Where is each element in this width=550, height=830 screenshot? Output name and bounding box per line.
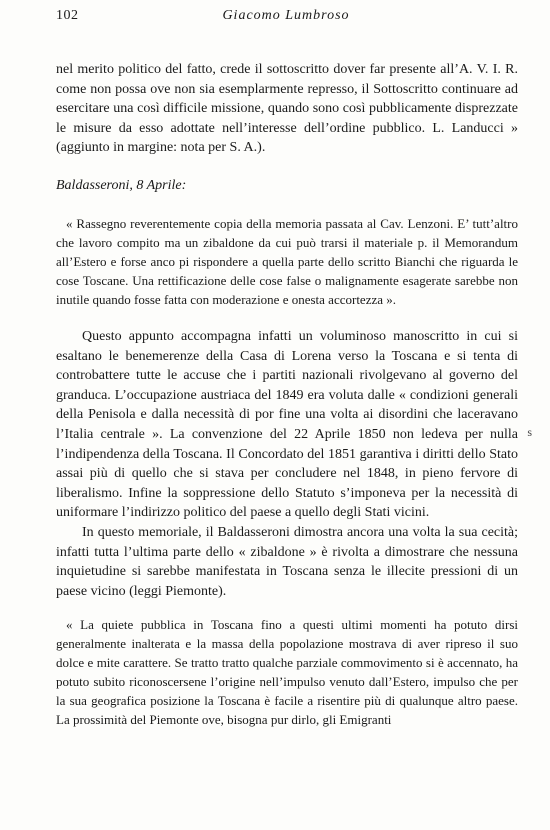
quoted-letter: « Rassegno reverentemente copia della memoria passata al Cav. Lenzoni. E’ tutt’altro che lavoro compito ma un zibaldone da cui può trarsi il materiale p. il Memorandum all’Estero e forse anco pi rispondere a quella parte dello scritto Bianchi che riguarda le cose Toscane. Una rettificazione delle cose false o malignamente esagerate sarebbe non inutile quando fosse fatta con moderazione e onesta accortezza ». [56,215,518,307]
paragraph-cecita: In questo memoriale, il Baldasseroni dimostra ancora una volta la sua cecità; infatti tutta l’ultima parte dello « zibaldone » è rivolta a dimostrare che nessuna inquietudine si sarebbe manifestata in Toscana senza le illecite pressioni di un paese vicino (leggi Piemonte). [56,524,518,599]
page-number: 102 [56,8,79,23]
paragraph-memoriale-summary: Questo appunto accompagna infatti un voluminoso manoscritto in cui si esaltano le benemerenze della Casa di Lorena verso la Toscana e si tenta di controbattere tutte le accuse che i partiti nazionali rivolgevano al governo del granduca. L’occupazione austriaca del 1849 era voluta dalle « condizioni generali della Penisola e dalla necessità di por fine una volta ai disordini che laceravano l’Italia centrale ». La convenzione del 22 Aprile 1850 non ledeva per nulla l’indipendenza della Toscana. Il Concordato del 1851 garantiva i diritti dello Stato assai più di quello che si stava per concludere nel 1848, in pieno fervore di liberalismo. Infine la soppressione dello Statuto s’imponeva per la necessità di uniformare l’indirizzo politico del paese a quello degli Stati vicini. [56,328,518,521]
body-text [56,60,518,729]
quoted-memorandum: « La quiete pubblica in Toscana fino a questi ultimi momenti ha potuto dirsi generalmente inalterata e la massa della popolazione mostrava di aver ripreso il suo dolce e mite carattere. Se tratto tratto qualche parziale commovimento si è accennato, ha potuto subito riconoscersene l’origine nell’impulso venuto dall’Estero, impulso che per la sua geografica posizione la Toscana è facile a risentire più di qualunque altro paese. La prossimità del Piemonte ove, bisogna pur dirlo, gli Emigranti [56,617,518,728]
running-title: Giacomo Lumbroso [222,8,350,23]
running-header [56,8,516,26]
margin-mark: s [527,425,532,439]
paragraph-opening: nel merito politico del fatto, crede il sottoscritto dover far presente all’A. V. I. R. come non possa ove non sia esemplarmente represso, il Sottoscritto continuare ad esercitare una così difficile missione, quando sono così pubblicamente disprezzate le misure da esso adottate nell’interesse dell’ordine pubblico. L. Landucci » (aggiunto in margine: nota per S. A.). [56,62,518,156]
section-heading: Baldasseroni, 8 Aprile: [56,177,187,193]
